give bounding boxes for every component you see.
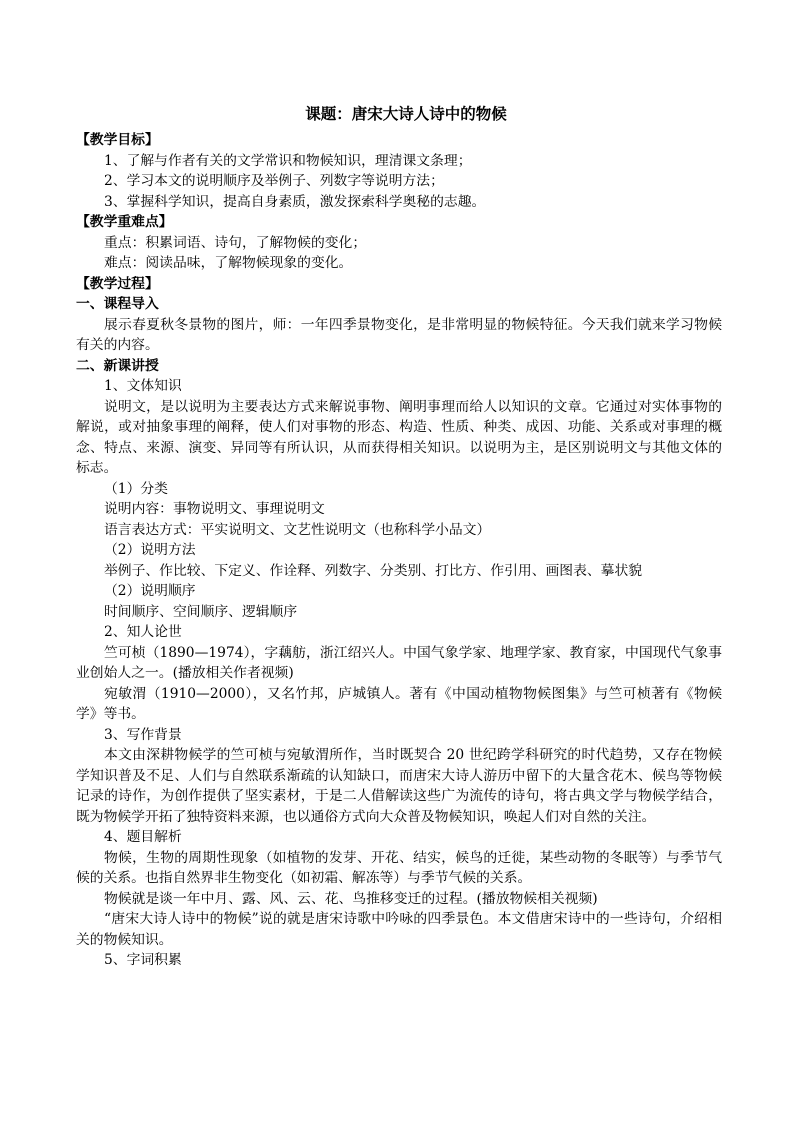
paragraph: 本文由深耕物候学的竺可桢与宛敏渭所作，当时既契合 20 世纪跨学科研究的时代趋势，又存在物候学知识普及不足、人们与自然联系渐疏的认知缺口，而唐宋大诗人游历中留下的大量含花木、候鸟等物候记录的诗作，为创作提供了坚实素材，于是二人借解读这些广为流传的诗句，将古典文学与物候学结合，既为物候学开拓了独特资料来源，也以通俗方式向大众普及物候知识，唤起人们对自然的关注。 [76, 747, 722, 825]
subsection-heading: 5、字词积累 [104, 952, 182, 968]
paragraph: “唐宋大诗人诗中的物候”说的就是唐宋诗歌中吟咏的四季景色。本文借唐宋诗中的一些诗句，介绍相关的物候知识。 [76, 911, 722, 948]
keypoint-item: 难点：阅读品味，了解物候现象的变化。 [104, 255, 353, 271]
paragraph: 说明文，是以说明为主要表达方式来解说事物、阐明事理而给人以知识的文章。它通过对实体事物的解说，或对抽象事理的阐释，使人们对事物的形态、构造、性质、种类、成因、功能、关系或对事理的概念、特点、来源、演变、异同等有所认识，从而获得相关知识。以说明为主，是区别说明文与其他文体的标志。 [76, 398, 722, 476]
subsection-heading: 3、写作背景 [104, 726, 182, 743]
section-intro-heading: 一、课程导入 [76, 296, 159, 312]
goal-item: 2、学习本文的说明顺序及举例子、列数字等说明方法； [104, 173, 444, 189]
paragraph: 举例子、作比较、下定义、作诠释、列数字、分类别、打比方、作引用、画图表、摹状貌 [104, 562, 643, 579]
section-lecture-heading: 二、新课讲授 [76, 357, 159, 374]
paragraph: 竺可桢（1890—1974），字藕舫，浙江绍兴人。中国气象学家、地理学家、教育家，中国现代气象事业创始人之一。(播放相关作者视频) [76, 644, 722, 681]
goal-item: 3、掌握科学知识，提高自身素质，激发探索科学奥秘的志趣。 [104, 193, 486, 210]
goals-heading: 【教学目标】 [76, 132, 159, 148]
goal-item: 1、了解与作者有关的文学常识和物候知识，理清课文条理； [104, 152, 472, 169]
paragraph: 物候，生物的周期性现象（如植物的发芽、开花、结实，候鸟的迁徙，某些动物的冬眠等）与季节气候的关系。也指自然界非生物变化（如初霜、解冻等）与季节气候的关系。 [76, 849, 722, 886]
document-page [76, 100, 722, 971]
subsection-heading: 4、题目解析 [104, 829, 182, 845]
keypoints-heading: 【教学重难点】 [76, 214, 173, 230]
subsection-heading: （2）说明顺序 [104, 583, 196, 599]
keypoint-item: 重点：积累词语、诗句，了解物候的变化； [104, 234, 367, 251]
process-heading: 【教学过程】 [76, 275, 159, 292]
paragraph: 时间顺序、空间顺序、逻辑顺序 [104, 603, 298, 620]
page-title: 课题：唐宋大诗人诗中的物候 [305, 105, 507, 123]
section-intro-text: 展示春夏秋冬景物的图片，师：一年四季景物变化，是非常明显的物候特征。今天我们就来学习物候有关的内容。 [76, 316, 722, 353]
paragraph: 宛敏渭（1910—2000），又名竹邦，庐城镇人。著有《中国动植物物候图集》与竺可桢著有《物候学》等书。 [76, 685, 722, 722]
subsection-heading: 2、知人论世 [104, 624, 182, 640]
paragraph: 物候就是谈一年中月、露、风、云、花、鸟推移变迁的过程。(播放物候相关视频) [104, 890, 598, 907]
subsection-heading: 1、文体知识 [104, 378, 182, 394]
paragraph: 说明内容：事物说明文、事理说明文 [104, 501, 325, 517]
subsection-heading: （1）分类 [104, 480, 168, 497]
subsection-heading: （2）说明方法 [104, 542, 196, 558]
paragraph: 语言表达方式：平实说明文、文艺性说明文（也称科学小品文） [104, 521, 491, 538]
